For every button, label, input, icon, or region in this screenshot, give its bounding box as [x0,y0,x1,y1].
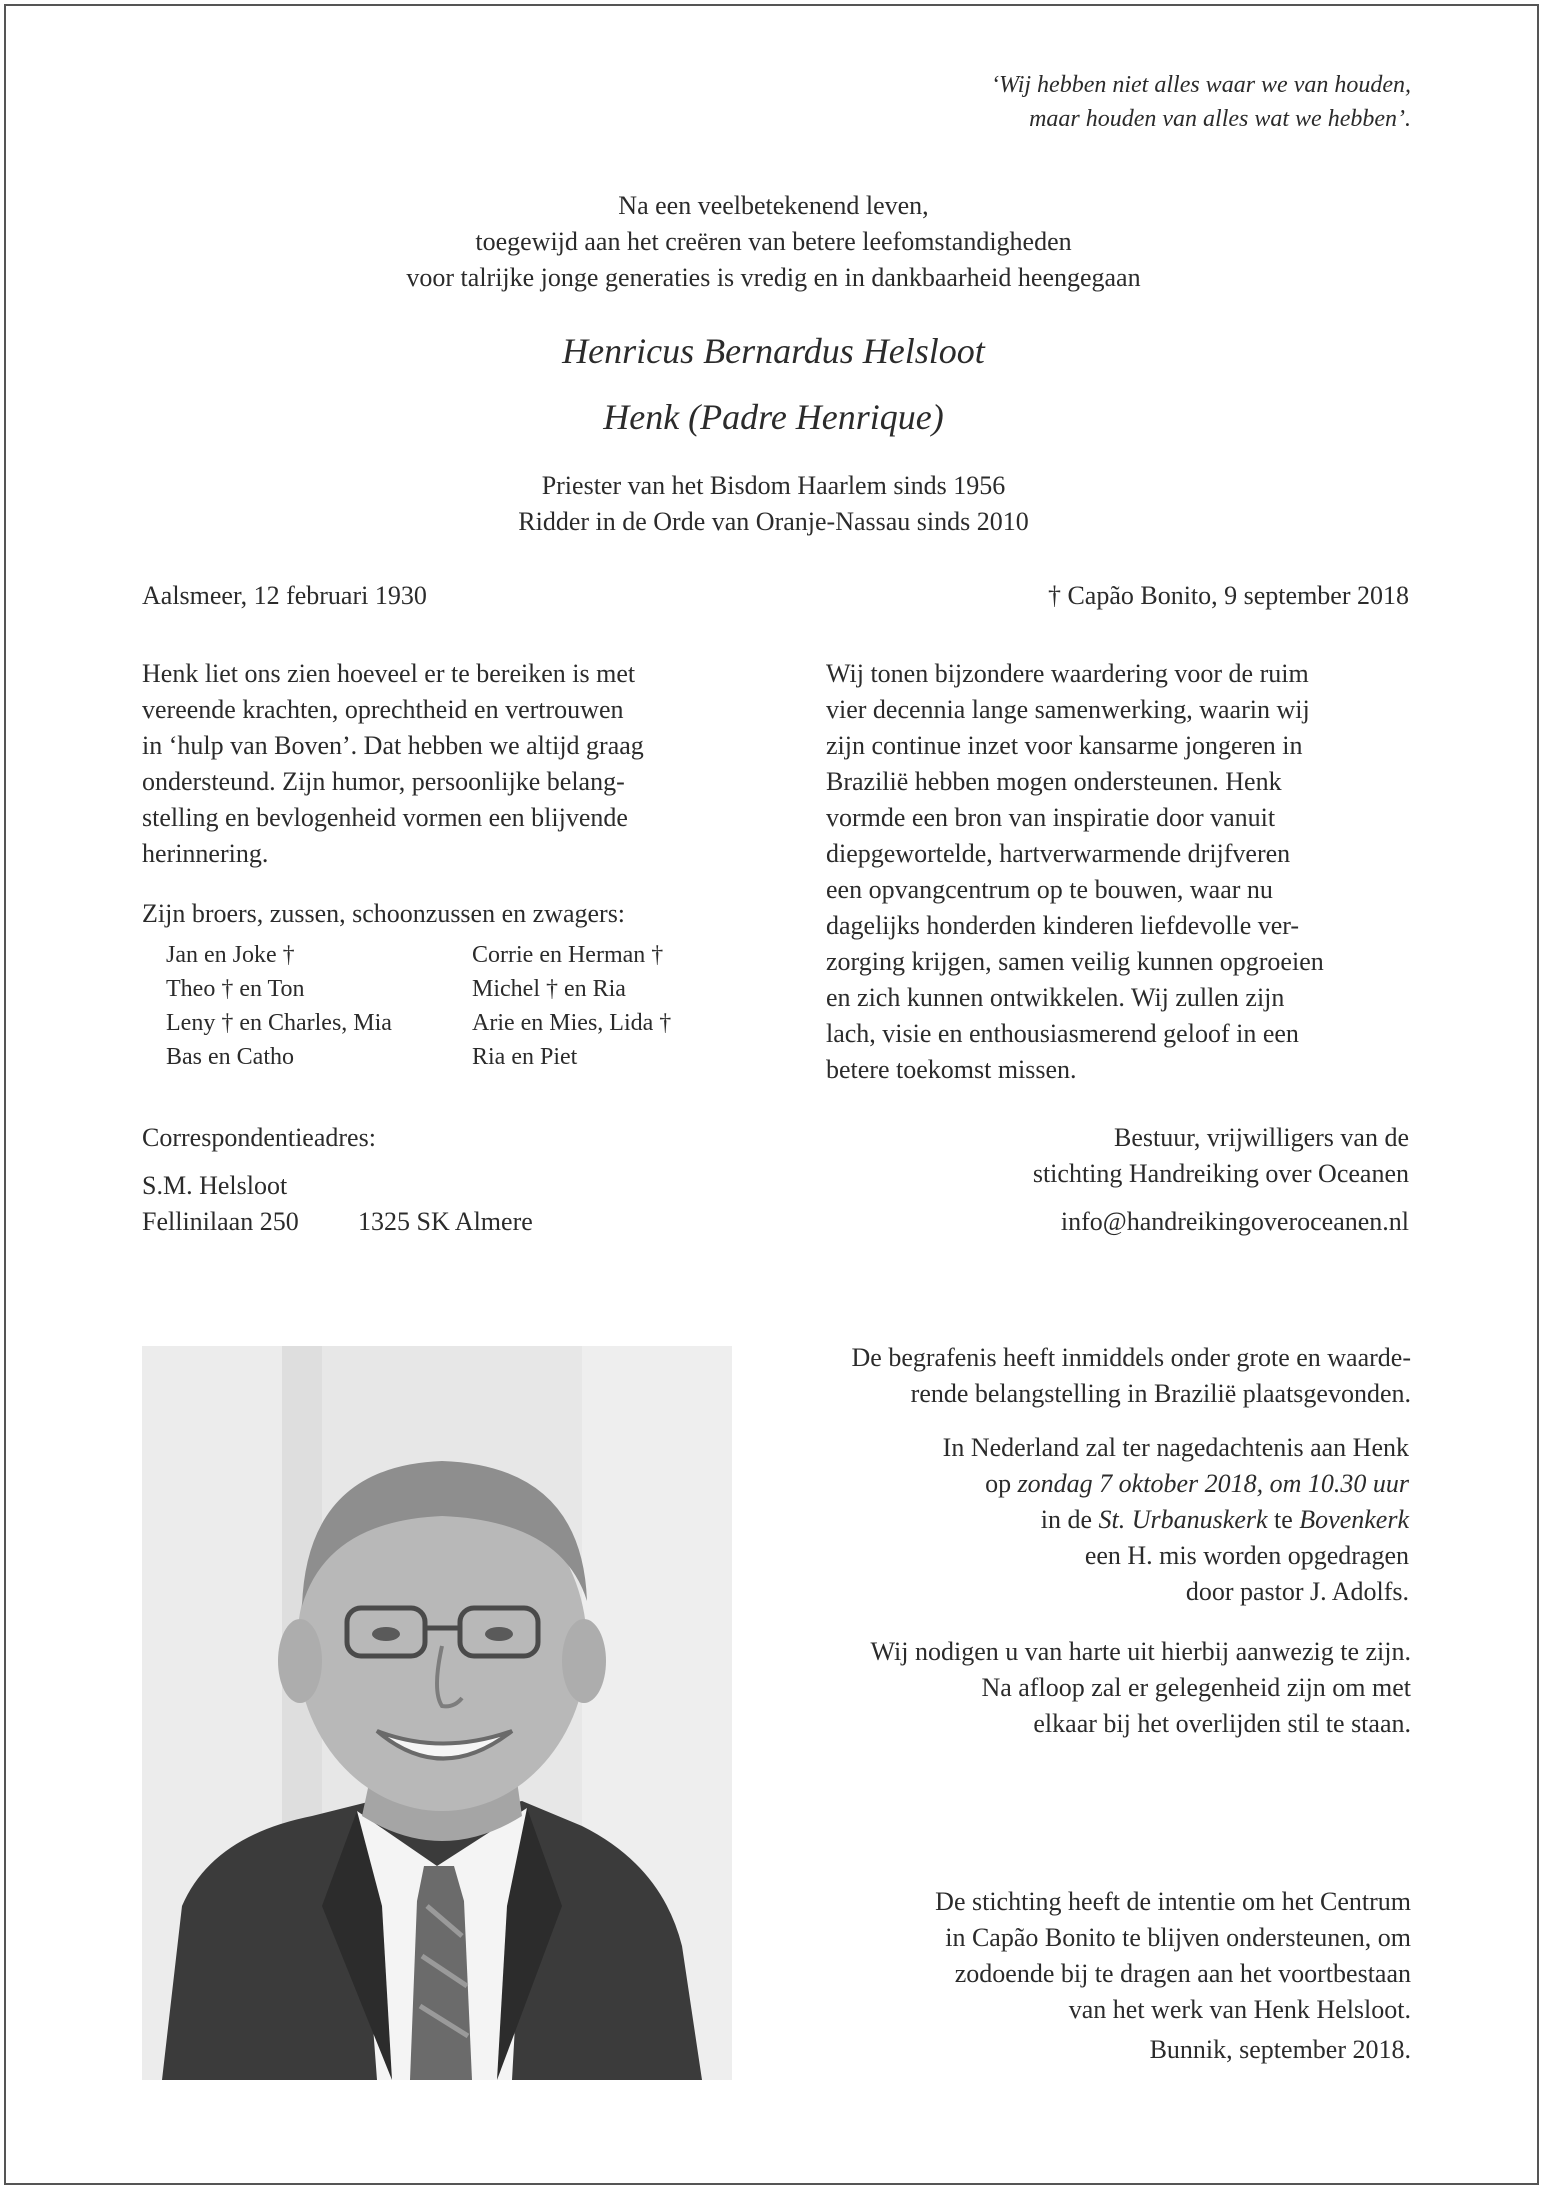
quote-line-1: ‘Wij hebben niet alles waar we van houden, [991,72,1411,98]
right-line: betere toekomst missen. [826,1055,1077,1084]
relatives-row [166,1006,671,1040]
intro-line-1: Na een veelbetekenend leven, [618,191,929,220]
invitation-line-1: Wij nodigen u van harte uit hierbij aanwezig te zijn. [870,1637,1411,1666]
left-line: stelling en bevlogenheid vormen een blijvende [142,803,628,832]
foundation-line-3: zodoende bij te dragen aan het voortbestaan [954,1959,1411,1988]
memorial-in-de: in de [1040,1505,1093,1534]
opening-quote [991,68,1411,136]
memorial-line-1: In Nederland zal ter nagedachtenis aan Henk [942,1433,1409,1462]
memorial-line-2 [943,1466,1409,1502]
relative-name: Bas en Catho [166,1044,294,1070]
birth-info: Aalsmeer, 12 februari 1930 [142,581,427,610]
portrait-photo [142,1346,732,2080]
invitation-line-3: elkaar bij het overlijden stil te staan. [1033,1709,1411,1738]
quote-line-2: maar houden van alles wat we hebben’. [1029,106,1411,132]
memorial-line-5: door pastor J. Adolfs. [1185,1577,1409,1606]
foundation-line-1: De stichting heeft de intentie om het Centrum [935,1887,1411,1916]
left-line: Henk liet ons zien hoeveel er te bereiken is met [142,659,636,688]
funeral-notice [852,1340,1411,1412]
foundation-text [935,1884,1411,2028]
relatives-heading: Zijn broers, zussen, schoonzussen en zwagers: [142,899,626,928]
memorial-te: te [1274,1505,1293,1534]
contact-email: info@handreikingoveroceanen.nl [1060,1207,1409,1236]
correspondence-heading: Correspondentieadres: [142,1123,376,1152]
tribute-paragraph-left [142,656,730,872]
left-line: herinnering. [142,839,269,868]
deceased-name-block [0,324,1547,444]
left-line: in ‘hulp van Boven’. Dat hebben we altijd graag [142,731,644,760]
tribute-paragraph-right [826,656,1412,1088]
relative-name: Corrie en Herman † [472,942,664,968]
intro-line-2: toegewijd aan het creëren van betere leefomstandigheden [475,227,1072,256]
funeral-line-1: De begrafenis heeft inmiddels onder grote en waarde- [851,1343,1411,1372]
signature-line-2: stichting Handreiking over Oceanen [1032,1159,1409,1188]
right-line: Brazilië hebben mogen ondersteunen. Henk [826,767,1282,796]
relatives-table [166,938,671,1074]
memorial-church: St. Urbanuskerk [1098,1505,1268,1534]
death-info: † Capão Bonito, 9 september 2018 [1047,581,1409,610]
memorial-op: op [985,1469,1012,1498]
right-line: diepgewortelde, hartverwarmende drijfveren [826,839,1291,868]
right-line: zijn continue inzet voor kansarme jongeren in [826,731,1303,760]
closing-place-date: Bunnik, september 2018. [1149,2035,1411,2064]
memorial-line-3 [943,1502,1409,1538]
right-line: zorging krijgen, samen veilig kunnen opgroeien [826,947,1324,976]
relative-name: Leny † en Charles, Mia [166,1010,392,1036]
intro-text [0,188,1547,296]
title-priest: Priester van het Bisdom Haarlem sinds 1956 [541,471,1006,500]
correspondence-street: Fellinilaan 250 [142,1207,299,1236]
right-line: lach, visie en enthousiasmerend geloof in een [826,1019,1299,1048]
right-line: Wij tonen bijzondere waardering voor de ruim [826,659,1309,688]
signature-line-1: Bestuur, vrijwilligers van de [1113,1123,1409,1152]
intro-line-3: voor talrijke jonge generaties is vredig en in dankbaarheid heengegaan [406,263,1141,292]
right-line: een opvangcentrum op te bouwen, waar nu [826,875,1273,904]
deceased-nickname: Henk (Padre Henrique) [603,397,944,437]
title-knight: Ridder in de Orde van Oranje-Nassau sinds 2010 [518,507,1029,536]
correspondence-name: S.M. Helsloot [142,1171,288,1200]
foundation-line-4: van het werk van Henk Helsloot. [1068,1995,1411,2024]
memorial-place: Bovenkerk [1299,1505,1409,1534]
correspondence-city: 1325 SK Almere [358,1207,533,1236]
relatives-row [166,1040,671,1074]
relatives-row [166,972,671,1006]
funeral-line-2: rende belangstelling in Brazilië plaatsgevonden. [910,1379,1411,1408]
deceased-titles [0,468,1547,540]
foundation-line-2: in Capão Bonito te blijven ondersteunen, om [945,1923,1411,1952]
relative-name: Jan en Joke † [166,942,295,968]
right-line: vier decennia lange samenwerking, waarin wij [826,695,1310,724]
relative-name: Arie en Mies, Lida † [472,1010,672,1036]
relative-name: Theo † en Ton [166,976,305,1002]
left-line: ondersteund. Zijn humor, persoonlijke belang- [142,767,625,796]
right-line: en zich kunnen ontwikkelen. Wij zullen zijn [826,983,1285,1012]
left-line: vereende krachten, oprechtheid en vertrouwen [142,695,624,724]
invitation-text [871,1634,1411,1742]
memorial-line-4: een H. mis worden opgedragen [1084,1541,1409,1570]
memorial-notice [943,1430,1409,1610]
deceased-full-name: Henricus Bernardus Helsloot [562,331,985,371]
signature-block [1033,1120,1409,1240]
invitation-line-2: Na afloop zal er gelegenheid zijn om met [981,1673,1411,1702]
right-line: dagelijks honderden kinderen liefdevolle ver- [826,911,1300,940]
relative-name: Michel † en Ria [472,976,626,1002]
memorial-date-time: zondag 7 oktober 2018, om 10.30 uur [1017,1469,1409,1498]
relative-name: Ria en Piet [472,1044,578,1070]
relatives-row [166,938,671,972]
right-line: vormde een bron van inspiratie door vanuit [826,803,1276,832]
